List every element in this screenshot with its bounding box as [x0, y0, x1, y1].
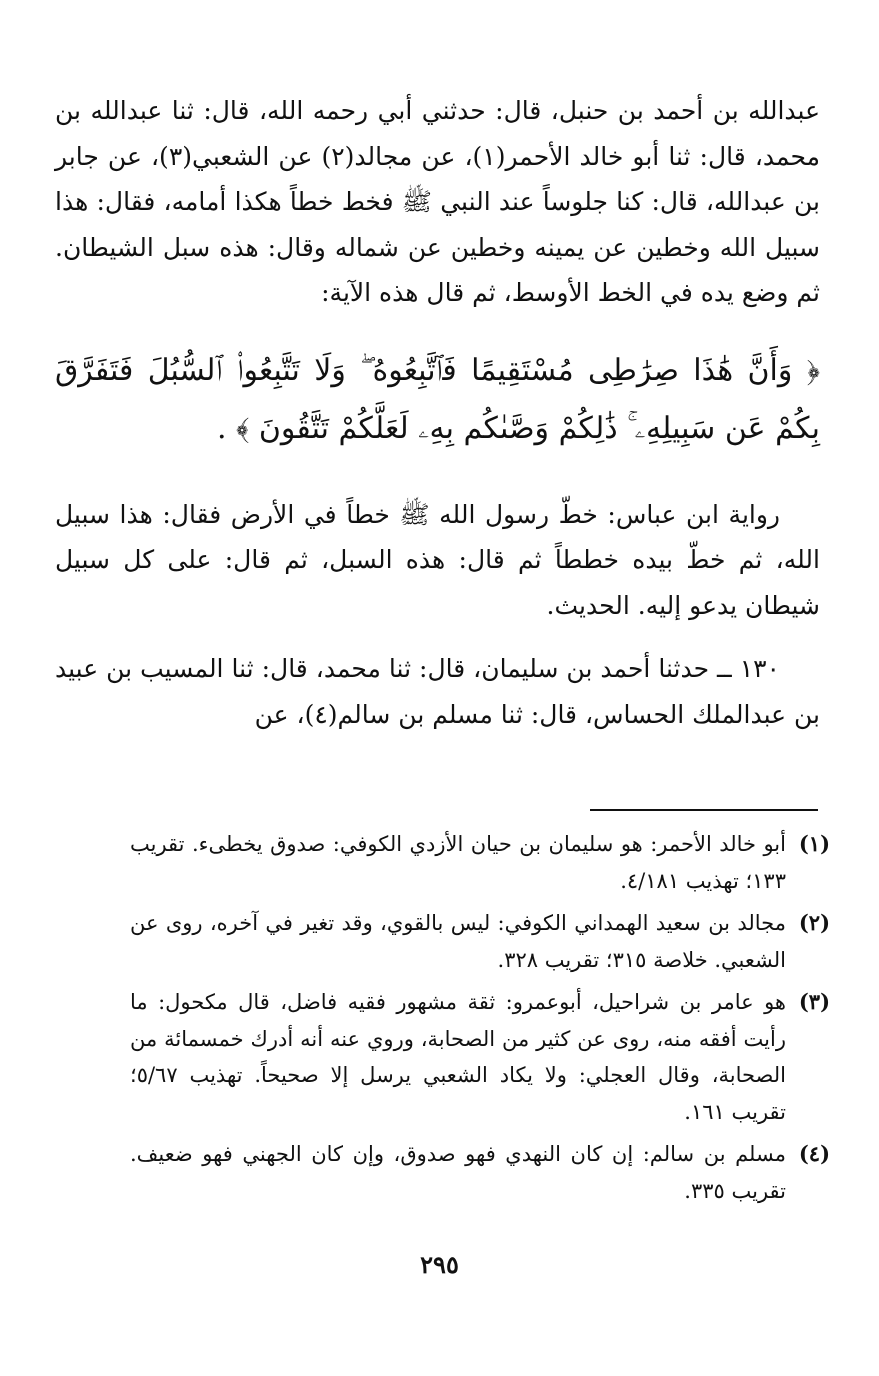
page-number: ٢٩٥	[420, 1250, 459, 1279]
ibn-abbas-narration: رواية ابن عباس: خطّ رسول الله ﷺ خطاً في الأرض فقال: هذا سبيل الله، ثم خطّ بيده خططاً ثم قال: هذه السبل، ثم قال: على كل سبيل شيطان يدعو إليه. الحديث.	[55, 499, 820, 620]
footnote-number: (٣)	[798, 989, 830, 1014]
footnote-item	[130, 1136, 830, 1209]
footnote-text: مجالد بن سعيد الهمداني الكوفي: ليس بالقوي، وقد تغير في آخره، روى عن الشعبي. خلاصة ٣١٥؛ تقريب ٣٢٨.	[130, 911, 786, 972]
footnote-text: أبو خالد الأحمر: هو سليمان بن حيان الأزدي الكوفي: صدوق يخطىء. تقريب ١٣٣؛ تهذيب ٤/١٨١.	[130, 832, 786, 893]
quran-verse: ﴿ وَأَنَّ هَٰذَا صِرَٰطِى مُسْتَقِيمًا فَٱتَّبِعُوهُ ۖ وَلَا تَتَّبِعُوا۟ ٱلسُّبُلَ فَتَفَرَّقَ بِكُمْ عَن سَبِيلِهِۦ ۚ ذَٰلِكُمْ وَصَّىٰكُم بِهِۦ لَعَلَّكُمْ تَتَّقُونَ ﴾ .	[55, 352, 820, 446]
main-text	[55, 88, 820, 737]
footnote-item	[130, 826, 830, 899]
footnote-number: (٤)	[798, 1141, 830, 1166]
footnote-item	[130, 905, 830, 978]
isnad-paragraph: عبدالله بن أحمد بن حنبل، قال: حدثني أبي رحمه الله، قال: ثنا عبدالله بن محمد، قال: ثنا أبو خالد الأحمر(١)، عن مجالد(٢) عن الشعبي(٣)، عن جابر بن عبدالله، قال: كنا جلوساً عند النبي ﷺ فخط خطاً هكذا أمامه، فقال: هذا سبيل الله وخطين عن يمينه وخطين عن شماله وقال: هذه سبل الشيطان. ثم وضع يده في الخط الأوسط، ثم قال هذه الآية:	[55, 96, 820, 307]
footnote-number: (٢)	[798, 910, 830, 935]
footnote-number: (١)	[798, 831, 830, 856]
footnote-text: مسلم بن سالم: إن كان النهدي فهو صدوق، وإن كان الجهني فهو ضعيف. تقريب ٣٣٥.	[130, 1142, 786, 1203]
footnote-divider	[590, 809, 818, 811]
footnote-text: هو عامر بن شراحيل، أبوعمرو: ثقة مشهور فقيه فاضل، قال مكحول: ما رأيت أفقه منه، روى عن كثير من الصحابة، وروي عنه أنه أدرك خمسمائة من الصحابة، وقال العجلي: ولا يكاد الشعبي يرسل إلا صحيحاً. تهذيب ٥/٦٧؛ تقريب ١٦١.	[130, 990, 786, 1124]
hadith-130: ١٣٠ ــ حدثنا أحمد بن سليمان، قال: ثنا محمد، قال: ثنا المسيب بن عبيد بن عبدالملك الحساس، قال: ثنا مسلم بن سالم(٤)، عن	[55, 654, 820, 729]
footnote-item	[130, 984, 830, 1130]
footnotes	[130, 826, 830, 1215]
